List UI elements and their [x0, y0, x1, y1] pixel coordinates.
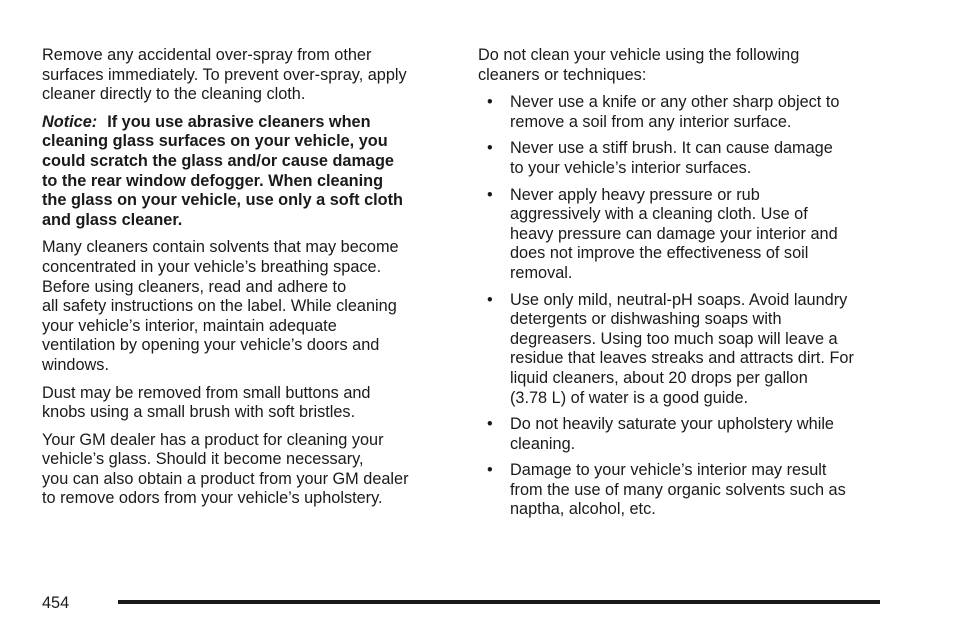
list-item	[478, 139, 890, 178]
left-column	[42, 46, 454, 517]
list-item-text: Use only mild, neutral-pH soaps. Avoid laundry detergents or dishwashing soaps with degreasers. Using too much soap will leave a residue that leaves streaks and attracts dirt. For liquid cleaners, about 20 drops per gallon (3.78 L) of water is a good guide.	[510, 290, 854, 407]
cleaning-warnings-list	[478, 93, 890, 520]
right-column	[478, 46, 890, 527]
notice-paragraph	[42, 113, 454, 231]
list-item	[478, 186, 890, 284]
bullet-icon: •	[487, 139, 493, 158]
bullet-icon: •	[487, 93, 493, 112]
bullet-icon: •	[487, 415, 493, 434]
gm-dealer-paragraph: Your GM dealer has a product for cleaning your vehicle’s glass. Should it become necessary, you can also obtain a product from your GM dealer to remove odors from your vehicle’s upholstery.	[42, 430, 409, 508]
bullet-icon: •	[487, 290, 493, 309]
page-number: 454	[42, 594, 70, 612]
solvents-paragraph: Many cleaners contain solvents that may become concentrated in your vehicle’s breathing space. Before using cleaners, read and adhere to all safety instructions on the label. While cleaning your vehicle’s interior, maintain adequate ventilation by opening your vehicle’s doors and windows.	[42, 238, 399, 374]
bullet-icon: •	[487, 185, 493, 204]
notice-label: Notice:	[42, 112, 98, 131]
list-item	[478, 461, 890, 520]
list-item-text: Do not heavily saturate your upholstery while cleaning.	[510, 415, 834, 453]
list-item-text: Never use a knife or any other sharp object to remove a soil from any interior surface.	[510, 93, 840, 131]
notice-text: If you use abrasive cleaners when cleaning glass surfaces on your vehicle, you could scratch the glass and/or cause damage to the rear window defogger. When cleaning the glass on your vehicle, use only a soft cloth and glass cleaner.	[42, 112, 403, 229]
list-item	[478, 291, 890, 409]
footer-rule	[118, 600, 880, 604]
bullet-icon: •	[487, 461, 493, 480]
list-item-text: Never use a stiff brush. It can cause damage to your vehicle’s interior surfaces.	[510, 139, 833, 177]
list-item	[478, 415, 890, 454]
list-item-text: Never apply heavy pressure or rub aggressively with a cleaning cloth. Use of heavy pressure can damage your interior and does not improve the effectiveness of soil removal.	[510, 185, 838, 282]
list-item-text: Damage to your vehicle’s interior may result from the use of many organic solvents such as naptha, alcohol, etc.	[510, 461, 846, 519]
overspray-paragraph: Remove any accidental over-spray from other surfaces immediately. To prevent over-spray, apply cleaner directly to the cleaning cloth.	[42, 46, 407, 104]
list-item	[478, 93, 890, 132]
dust-paragraph: Dust may be removed from small buttons and knobs using a small brush with soft bristles.	[42, 383, 371, 422]
intro-paragraph: Do not clean your vehicle using the following cleaners or techniques:	[478, 46, 800, 84]
